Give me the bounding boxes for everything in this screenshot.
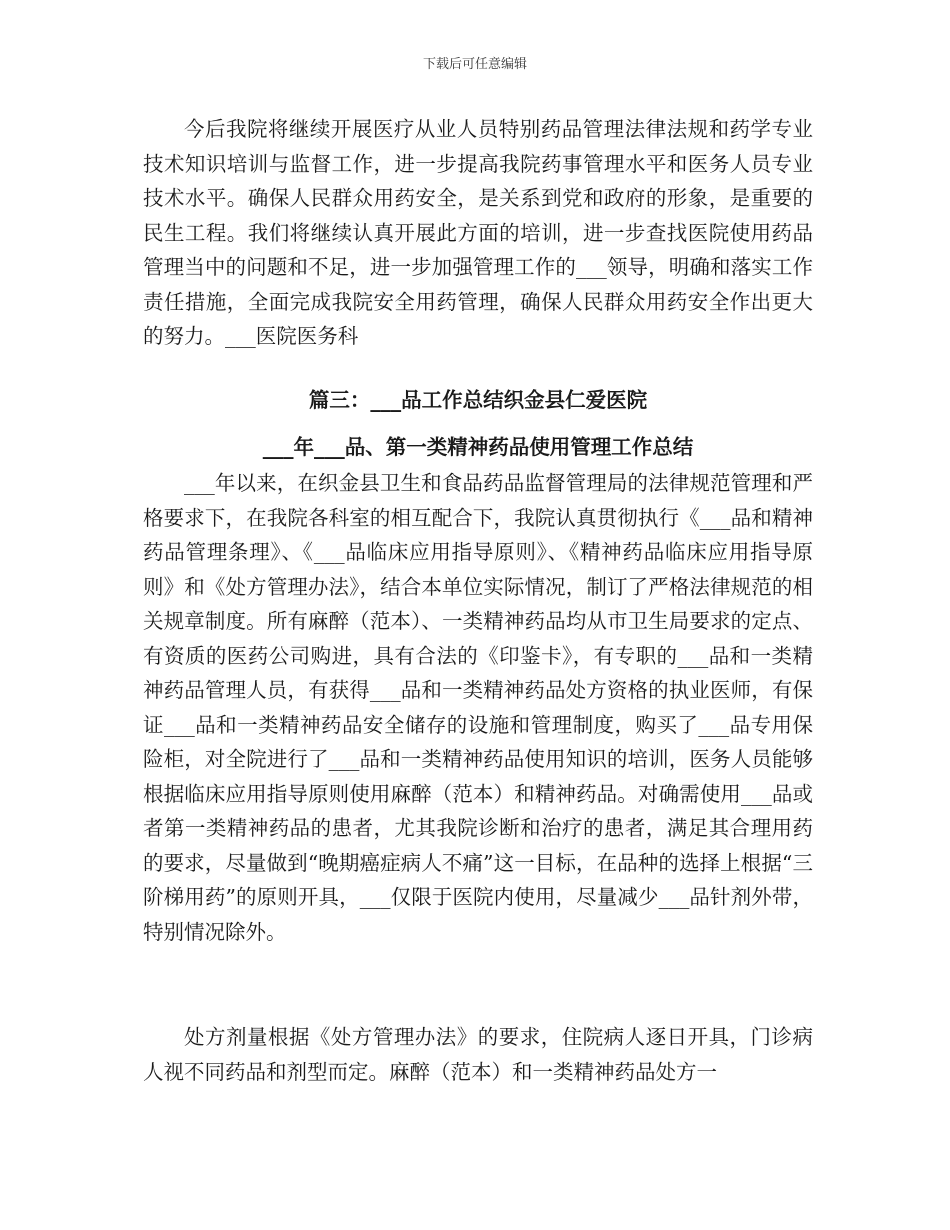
paragraph-3-text: 处方剂量根据《处方管理办法》的要求，住院病人逐日开具，门诊病人视不同药品和剂型而定。麻醉（范本）和一类精神药品处方一 [143, 1025, 813, 1084]
section-heading: 篇三：___品工作总结织金县仁爱医院 [308, 388, 648, 412]
paragraph-3 [143, 1020, 813, 1089]
header-note: 下载后可任意编辑 [422, 57, 527, 72]
report-title: ___年___品、第一类精神药品使用管理工作总结 [262, 435, 694, 459]
paragraph-1 [143, 112, 813, 354]
paragraph-1-text: 今后我院将继续开展医疗从业人员特别药品管理法律法规和药学专业技术知识培训与监督工作，进一步提高我院药事管理水平和医务人员专业技术水平。确保人民群众用药安全，是关系到党和政府的形象，是重要的民生工程。我们将继续认真开展此方面的培训，进一步查找医院使用药品管理当中的问题和不足，进一步加强管理工作的___领导，明确和落实工作责任措施，全面完成我院安全用药管理，确保人民群众用药安全作出更大的努力。___医院医务科 [143, 117, 813, 348]
paragraph-2 [143, 466, 813, 949]
paragraph-2-text: ___年以来，在织金县卫生和食品药品监督管理局的法律规范管理和严格要求下，在我院各科室的相互配合下，我院认真贯彻执行《___品和精神药品管理条理》、《___品临床应用指导原则》、《精神药品临床应用指导原则》和《处方管理办法》，结合本单位实际情况，制订了严格法律规范的相关规章制度。所有麻醉（范本）、一类精神药品均从市卫生局要求的定点、有资质的医药公司购进，具有合法的《印鉴卡》，有专职的___品和一类精神药品管理人员，有获得___品和一类精神药品处方资格的执业医师，有保证___品和一类精神药品安全储存的设施和管理制度，购买了___品专用保险柜，对全院进行了___品和一类精神药品使用知识的培训，医务人员能够根据临床应用指导原则使用麻醉（范本）和精神药品。对确需使用___品或者第一类精神药品的患者，尤其我院诊断和治疗的患者，满足其合理用药的要求，尽量做到“晚期癌症病人不痛”这一目标，在品种的选择上根据“三阶梯用药”的原则开具，___仅限于医院内使用，尽量减少___品针剂外带，特别情况除外。 [143, 471, 813, 944]
